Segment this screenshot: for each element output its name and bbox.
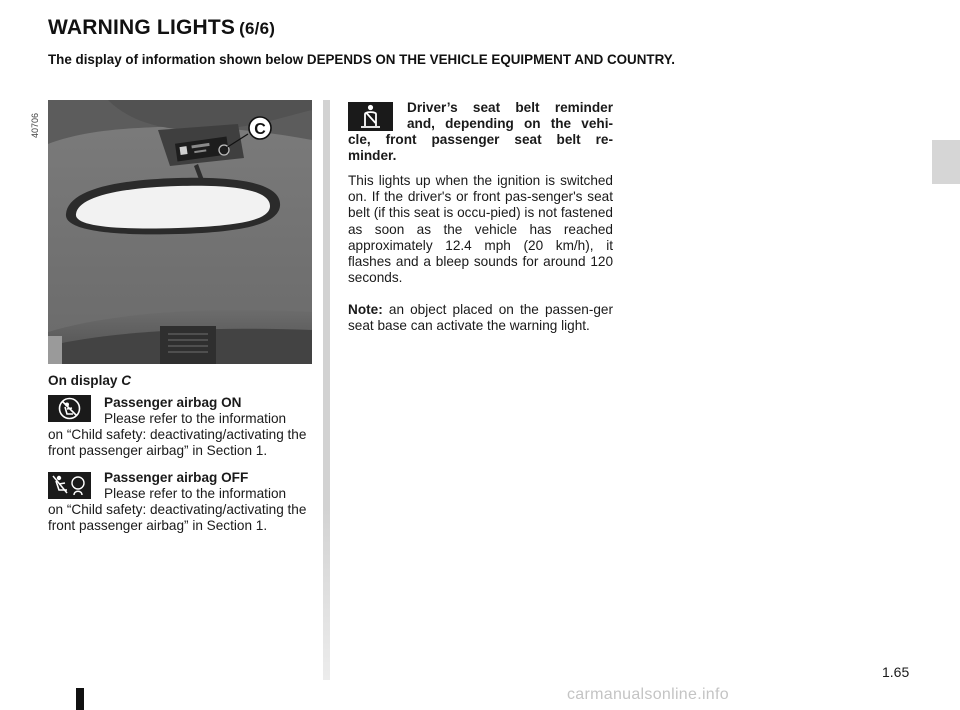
- airbag-on-title: Passenger airbag ON: [104, 395, 242, 410]
- airbag-off-text-line1: Please refer to the information: [104, 486, 287, 501]
- interior-mirror-overhead-display-illustration: [48, 100, 312, 364]
- seatbelt-note: [348, 302, 613, 334]
- equipment-notice: The display of information shown below DEPENDS ON THE VEHICLE EQUIPMENT AND COUNTRY.: [48, 52, 675, 67]
- airbag-on-text-line1: Please refer to the information: [104, 411, 287, 426]
- figure-number: 40706: [30, 112, 40, 138]
- passenger-airbag-on-icon: [48, 395, 91, 422]
- corner-mark: [76, 688, 84, 710]
- airbag-off-text: on “Child safety: deactivating/activating the front passenger airbag” in Section 1.: [48, 502, 307, 534]
- column-divider: [323, 100, 330, 680]
- watermark: carmanualsonline.info: [567, 686, 729, 703]
- interior-mirror-illustration: [48, 100, 312, 364]
- page-number: 1.65: [882, 664, 910, 680]
- note-text: an object placed on the passen-ger seat base can activate the warning light.: [348, 302, 613, 334]
- passenger-airbag-off-icon: [48, 472, 91, 499]
- display-heading-ref: C: [121, 373, 132, 388]
- display-heading: [48, 373, 131, 388]
- seat-belt-reminder-icon: [348, 102, 393, 131]
- page-title-text: WARNING LIGHTS: [48, 16, 236, 39]
- note-label: Note:: [348, 302, 383, 317]
- seatbelt-description: This lights up when the ignition is switched on. If the driver's or front pas-senger's seat belt (if this seat is occu-pied) is not fastened as soon as the vehicle has reached approximately 12.4 mph (20 km/h), it flashes and a bleep sounds for around 120 seconds.: [348, 173, 613, 286]
- page-title: [48, 16, 275, 40]
- airbag-off-title: Passenger airbag OFF: [104, 470, 249, 485]
- display-heading-text: On display: [48, 373, 122, 388]
- seatbelt-heading-line1: Driver’s seat belt reminder: [407, 100, 613, 115]
- section-tab-marker: [932, 140, 960, 184]
- airbag-on-text: on “Child safety: deactivating/activating the front passenger airbag” in Section 1.: [48, 427, 307, 459]
- seatbelt-heading-line3: cle, front passenger seat belt re-: [348, 132, 613, 147]
- seatbelt-heading-line4: minder.: [348, 148, 397, 163]
- figure-callout-label: C: [254, 121, 266, 138]
- seatbelt-heading-line2: and, depending on the vehi-: [407, 116, 613, 131]
- page-title-suffix: (6/6): [239, 19, 276, 38]
